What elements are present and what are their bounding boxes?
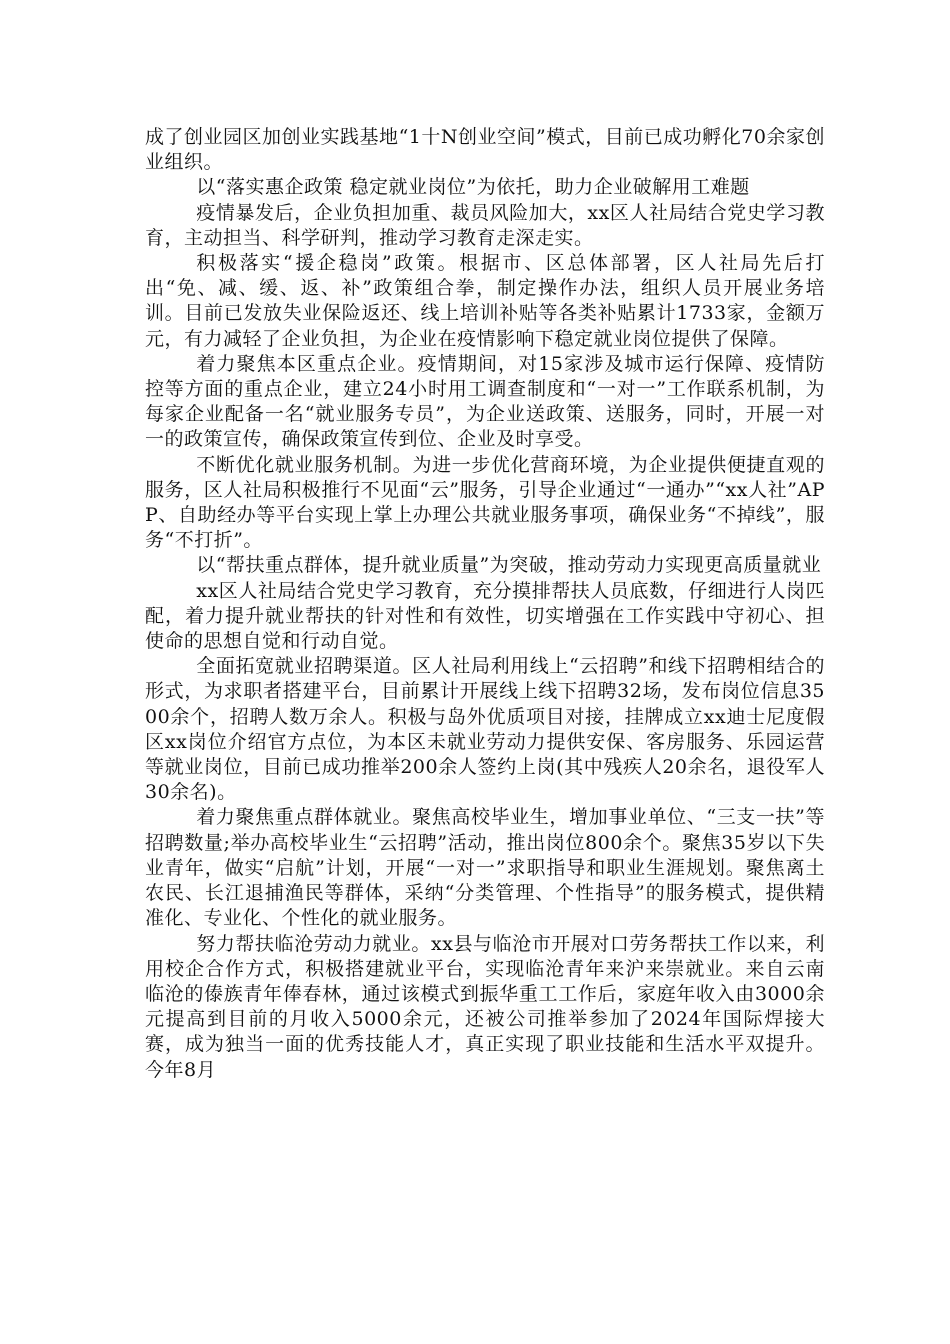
- paragraph: 着力聚焦本区重点企业。疫情期间，对15家涉及城市运行保障、疫情防控等方面的重点企业，建立24小时用工调查制度和“一对一”工作联系机制，为每家企业配备一名“就业服务专员”，为企业送政策、送服务，同时，开展一对一的政策宣传，确保政策宣传到位、企业及时享受。: [145, 352, 825, 451]
- paragraph: 疫情暴发后，企业负担加重、裁员风险加大，xx区人社局结合党史学习教育，主动担当、科学研判，推动学习教育走深走实。: [145, 201, 825, 249]
- paragraph: 不断优化就业服务机制。为进一步优化营商环境，为企业提供便捷直观的服务，区人社局积极推行不见面“云”服务，引导企业通过“一通办”“xx人社”APP、自助经办等平台实现上掌上办理公共就业服务事项，确保业务“不掉线”，服务“不打折”。: [145, 453, 825, 552]
- paragraph: 全面拓宽就业招聘渠道。区人社局利用线上“云招聘”和线下招聘相结合的形式，为求职者搭建平台，目前累计开展线上线下招聘32场，发布岗位信息3500余个，招聘人数万余人。积极与岛外优质项目对接，挂牌成立xx迪士尼度假区xx岗位介绍官方点位，为本区未就业劳动力提供安保、客房服务、乐园运营等就业岗位，目前已成功推举200余人签约上岗(其中残疾人20余名，退役军人30余名)。: [145, 655, 825, 804]
- paragraph: 努力帮扶临沧劳动力就业。xx县与临沧市开展对口劳务帮扶工作以来，利用校企合作方式，积极搭建就业平台，实现临沧青年来沪来崇就业。来自云南临沧的傣族青年俸春林，通过该模式到振华重工工作后，家庭年收入由3000余元提高到目前的月收入5000余元，还被公司推举参加了2024年国际焊接大赛，成为独当一面的优秀技能人才，真正实现了职业技能和生活水平双提升。今年8月: [145, 932, 825, 1081]
- paragraph: xx区人社局结合党史学习教育，充分摸排帮扶人员底数，仔细进行人岗匹配，着力提升就业帮扶的针对性和有效性，切实增强在工作实践中守初心、担使命的思想自觉和行动自觉。: [145, 579, 825, 653]
- section-heading: 以“落实惠企政策 稳定就业岗位”为依托，助力企业破解用工难题: [196, 176, 750, 199]
- paragraph: 着力聚焦重点群体就业。聚焦高校毕业生，增加事业单位、“三支一扶”等招聘数量;举办高校毕业生“云招聘”活动，推出岗位800余个。聚焦35岁以下失业青年，做实“启航”计划，开展“一对一”求职指导和职业生涯规划。聚焦离土农民、长江退捕渔民等群体，采纳“分类管理、个性指导”的服务模式，提供精准化、专业化、个性化的就业服务。: [145, 806, 825, 930]
- document-body: [145, 125, 825, 1083]
- paragraph: 积极落实“援企稳岗”政策。根据市、区总体部署，区人社局先后打出“免、减、缓、返、补”政策组合拳，制定操作办法，组织人员开展业务培训。目前已发放失业保险返还、线上培训补贴等各类补贴累计1733家，金额万元，有力减轻了企业负担，为企业在疫情影响下稳定就业岗位提供了保障。: [145, 252, 825, 350]
- section-heading: 以“帮扶重点群体，提升就业质量”为突破，推动劳动力实现更高质量就业: [196, 554, 822, 577]
- paragraph-continuation: 成了创业园区加创业实践基地“1十N创业空间”模式，目前已成功孵化70余家创业组织。: [145, 126, 825, 174]
